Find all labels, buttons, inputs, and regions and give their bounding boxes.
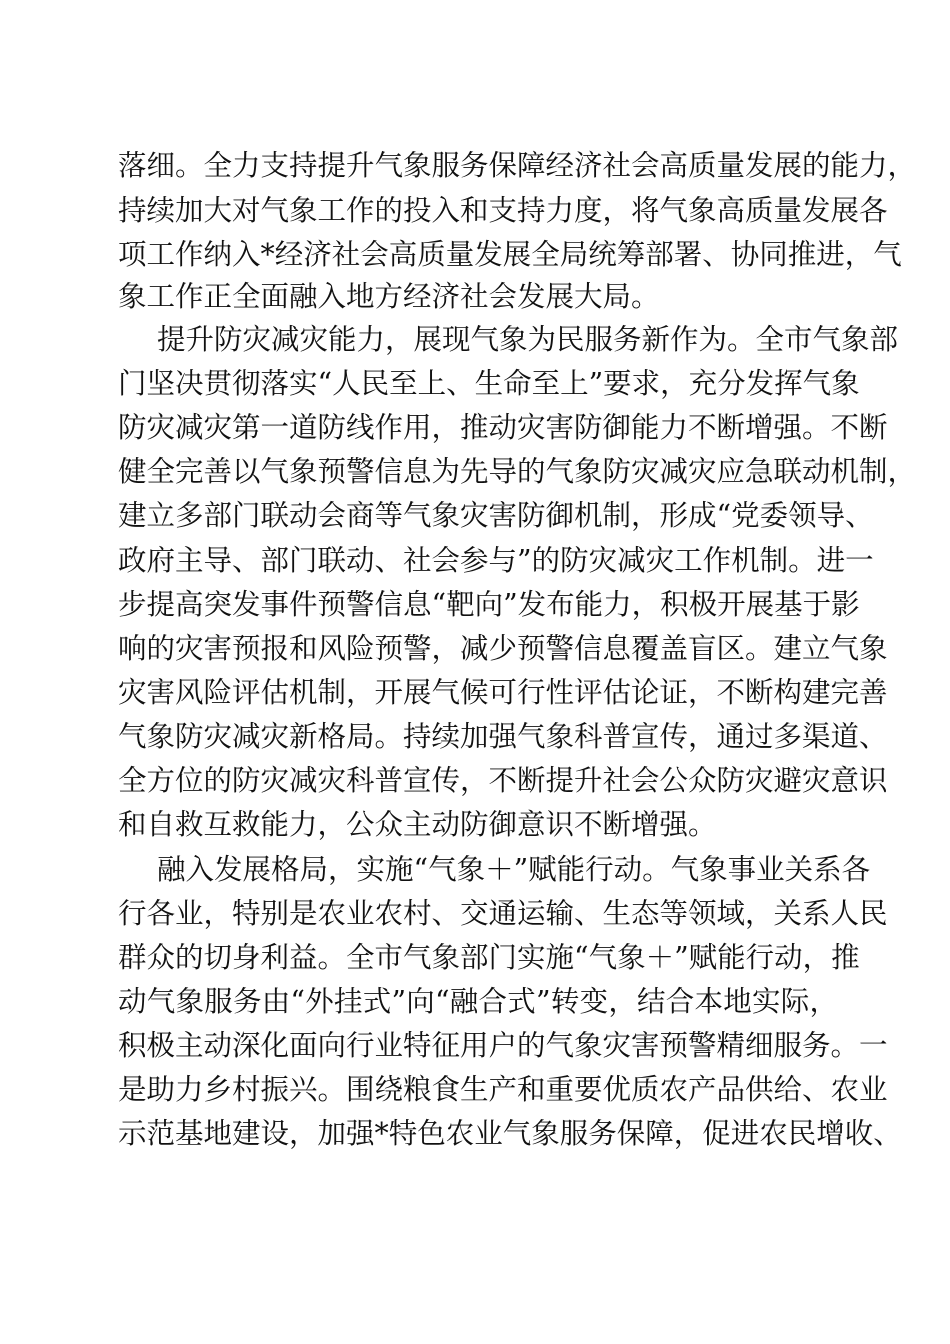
text-line: 项工作纳入*经济社会高质量发展全局统筹部署、协同推进，气 [118,238,902,271]
text-line: 持续加大对气象工作的投入和支持力度，将气象高质量发展各 [118,194,888,227]
text-line: 灾害风险评估机制，开展气候可行性评估论证，不断构建完善 [118,676,888,709]
text-line: 建立多部门联动会商等气象灾害防御机制，形成“党委领导、 [118,499,874,532]
text-line: 象工作正全面融入地方经济社会发展大局。 [118,280,660,313]
text-line: 行各业，特别是农业农村、交通运输、生态等领域，关系人民 [118,897,888,930]
paragraph-first-line: 融入发展格局，实施“气象＋”赋能行动。气象事业关系各 [157,853,871,886]
text-line: 动气象服务由“外挂式”向“融合式”转变，结合本地实际， [118,985,838,1018]
text-line: 响的灾害预报和风险预警，减少预警信息覆盖盲区。建立气象 [118,632,888,665]
paragraph-first-line: 提升防灾减灾能力，展现气象为民服务新作为。全市气象部 [157,323,899,356]
text-line: 防灾减灾第一道防线作用，推动灾害防御能力不断增强。不断 [118,411,888,444]
text-line: 步提高突发事件预警信息“靶向”发布能力，积极开展基于影 [118,588,860,621]
text-line: 政府主导、部门联动、社会参与”的防灾减灾工作机制。进一 [118,544,874,577]
text-line: 门坚决贯彻落实“人民至上、生命至上”要求，充分发挥气象 [118,367,860,400]
text-line: 落细。全力支持提升气象服务保障经济社会高质量发展的能力， [118,149,917,182]
text-line: 健全完善以气象预警信息为先导的气象防灾减灾应急联动机制， [118,455,917,488]
text-line: 示范基地建设，加强*特色农业气象服务保障，促进农民增收、 [118,1117,902,1150]
text-line: 全方位的防灾减灾科普宣传，不断提升社会公众防灾避灾意识 [118,764,888,797]
text-line: 积极主动深化面向行业特征用户的气象灾害预警精细服务。一 [118,1029,888,1062]
text-line: 是助力乡村振兴。围绕粮食生产和重要优质农产品供给、农业 [118,1073,888,1106]
text-line: 气象防灾减灾新格局。持续加强气象科普宣传，通过多渠道、 [118,720,888,753]
text-line: 群众的切身利益。全市气象部门实施“气象＋”赋能行动，推 [118,941,860,974]
text-line: 和自救互救能力，公众主动防御意识不断增强。 [118,808,717,841]
